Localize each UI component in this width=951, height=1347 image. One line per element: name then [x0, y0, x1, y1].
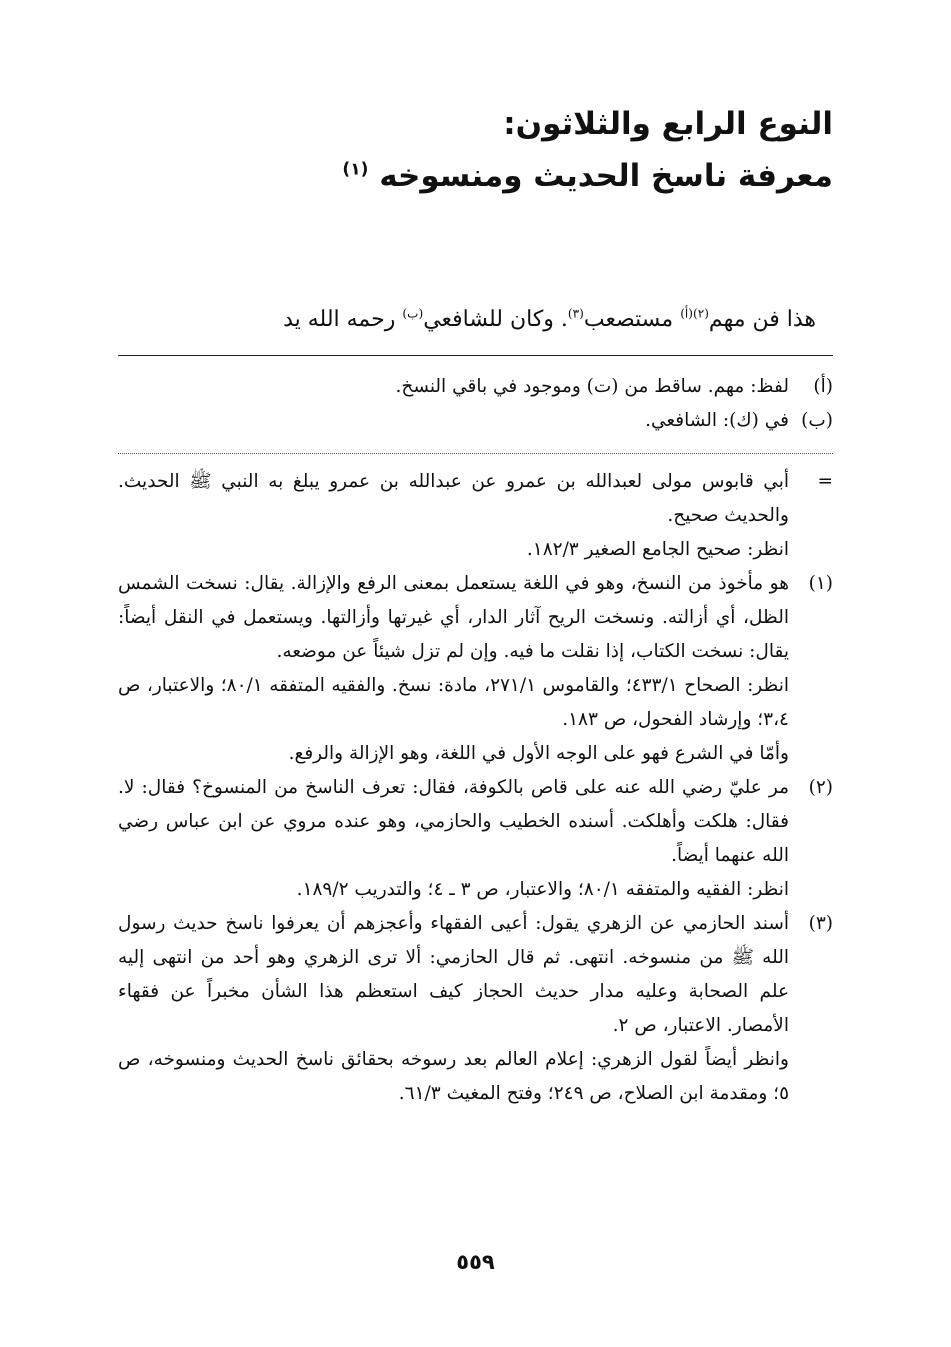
footnote-marker: (٣)	[808, 913, 833, 934]
variant-note-marker: (أ)	[813, 376, 833, 397]
chapter-number-line: النوع الرابع والثلاثون:	[503, 106, 833, 142]
chapter-title-line	[342, 150, 833, 202]
variant-note-text: في (ك): الشافعي.	[645, 410, 789, 431]
dotted-separator	[118, 453, 833, 454]
footnote-paragraph: مر عليّ رضي الله عنه على قاص بالكوفة، فقال: تعرف الناسخ من المنسوخ؟ فقال: لا. فقال: هلكت وأهلكت. أسنده الخطيب والحازمي، وهو عنده مروي عن ابن عباس رضي الله عنهما أيضاً.	[118, 777, 789, 866]
footnote-paragraph: أبي قابوس مولى لعبدالله بن عمرو عن عبدالله بن عمرو يبلغ به النبي ﷺ الحديث. والحديث صحيح.	[118, 471, 789, 526]
footnote-ref-3: (٣)	[567, 306, 584, 321]
footnote-separator	[118, 355, 833, 356]
variant-ref-a: (أ)	[680, 306, 693, 321]
variant-notes	[118, 370, 833, 438]
intro-text-1: هذا فن مهم	[708, 307, 816, 332]
chapter-heading	[342, 98, 833, 202]
footnote-reference: انظر: الفقيه والمتفقه ٨٠/١؛ والاعتبار، ص ٣ ـ ٤؛ والتدريب ١٨٩/٢.	[296, 879, 789, 900]
variant-note-text: لفظ: مهم. ساقط من (ت) وموجود في باقي النسخ.	[395, 376, 789, 397]
intro-paragraph	[283, 300, 816, 340]
variant-note-marker: (ب)	[801, 410, 833, 431]
footnote-1	[118, 567, 833, 771]
intro-text-2: مستصعب	[583, 307, 681, 332]
footnote-ref-2: (٢)	[692, 306, 709, 321]
footnote-paragraph: وأمّا في الشرع فهو على الوجه الأول في اللغة، وهو الإزالة والرفع.	[288, 743, 789, 764]
footnote-continuation	[118, 465, 833, 567]
footnotes	[118, 465, 833, 1111]
intro-text-4: رحمه الله يد	[283, 307, 403, 332]
variant-note	[118, 404, 833, 438]
footnote-reference: انظر: الصحاح ٤٣٣/١؛ والقاموس ٢٧١/١، مادة: نسخ. والفقيه المتفقه ٨٠/١؛ والاعتبار، ص ٣،٤؛ وإرشاد الفحول، ص ١٨٣.	[118, 675, 789, 730]
footnote-marker: (٢)	[808, 777, 833, 798]
chapter-footnote-ref: (١)	[342, 159, 369, 180]
footnote-2	[118, 771, 833, 907]
footnote-paragraph: هو مأخوذ من النسخ، وهو في اللغة يستعمل بمعنى الرفع والإزالة. يقال: نسخت الشمس الظل، أي أزالته. ونسخت الريح آثار الدار، أي غيرتها وأزالتها. ويستعمل في النقل أيضاً: يقال: نسخت الكتاب، إذا نقلت ما فيه. وإن لم تزل شيئاً عن موضعه.	[118, 573, 789, 662]
variant-note	[118, 370, 833, 404]
page-number: ٥٥٩	[456, 1250, 495, 1274]
footnote-3	[118, 907, 833, 1111]
footnote-reference: انظر: صحيح الجامع الصغير ١٨٢/٣.	[526, 539, 789, 560]
chapter-title-text: معرفة ناسخ الحديث ومنسوخه	[379, 158, 833, 194]
footnote-marker: =	[817, 471, 833, 492]
intro-text-3: . وكان للشافعي	[423, 307, 568, 332]
footnote-reference: وانظر أيضاً لقول الزهري: إعلام العالم بعد رسوخه بحقائق ناسخ الحديث ومنسوخه، ص ٥؛ ومقدمة ابن الصلاح، ص ٢٤٩؛ وفتح المغيث ٦١/٣.	[118, 1049, 789, 1104]
footnote-paragraph: أسند الحازمي عن الزهري يقول: أعيى الفقهاء وأعجزهم أن يعرفوا ناسخ حديث رسول الله ﷺ من منسوخه. انتهى. ثم قال الحازمي: ألا ترى الزهري وهو أحد من انتهى إليه علم الصحابة وعليه مدار حديث الحجاز كيف استعظم هذا الشأن مخبراً عن فقهاء الأمصار. الاعتبار، ص ٢.	[118, 913, 789, 1036]
variant-ref-b: (ب)	[402, 306, 424, 321]
footnote-marker: (١)	[808, 573, 833, 594]
